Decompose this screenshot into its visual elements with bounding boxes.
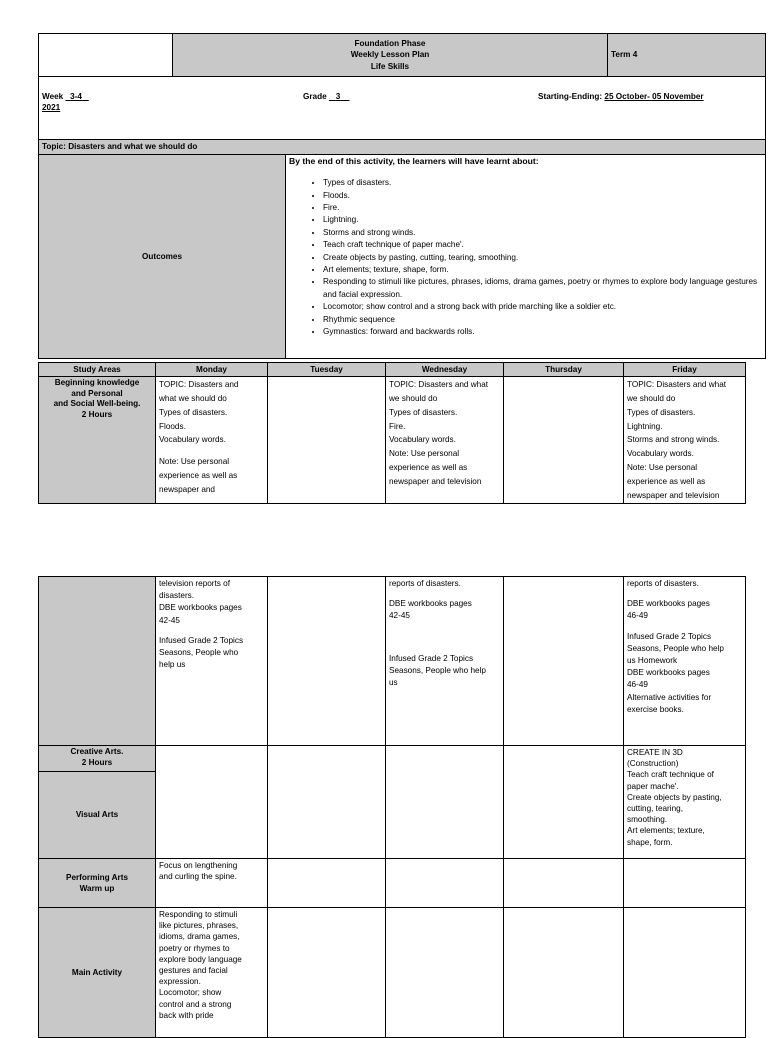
outcome-item: • Gymnastics: forward and backwards rolls. (323, 326, 762, 338)
study-area-creative-arts: Creative Arts. 2 Hours (39, 746, 156, 772)
week-value: 3-4 (70, 92, 82, 101)
study-area-performing-arts: Performing Arts Warm up (39, 859, 156, 908)
visual-thursday-cell (504, 746, 624, 859)
outcome-item: • Storms and strong winds. (323, 227, 762, 239)
bk-monday-continued: television reports of disasters. DBE workbooks pages 42-45 Infused Grade 2 Topics Seasons, People who help us (156, 577, 268, 746)
col-header-study-areas: Study Areas (39, 363, 156, 377)
perf-thursday-cell (504, 859, 624, 908)
bk-monday-cell: TOPIC: Disasters and what we should do Types of disasters. Floods. Vocabulary words. Note: Use personal experience as well as newspaper and (156, 377, 268, 504)
col-header-friday: Friday (624, 363, 746, 377)
grade-value: 3 (335, 92, 341, 101)
outcome-item: • Types of disasters. (323, 177, 762, 189)
outcome-item: • Responding to stimuli like pictures, phrases, idioms, drama games, poetry or rhymes to explore body language gestures and facial expression. (323, 276, 762, 301)
bk-thursday-continued (504, 577, 624, 746)
bk-friday-continued: reports of disasters. DBE workbooks pages 46-49 Infused Grade 2 Topics Seasons, People who help us Homework DBE workbooks pages 46-49 Alternative activities for exercise books. (624, 577, 746, 746)
dates-value: 25 October- 05 November (604, 92, 704, 101)
visual-tuesday-cell (268, 746, 386, 859)
outcomes-intro: By the end of this activity, the learners will have learnt about: (289, 156, 539, 166)
week-info-row: Week 3-4 2021 Grade 3 Starting-Ending: 25 October- 05 November (39, 77, 766, 140)
outcome-item: • Lightning. (323, 214, 762, 226)
bk-wednesday-continued: reports of disasters. DBE workbooks pages 42-45 Infused Grade 2 Topics Seasons, People who help us (386, 577, 504, 746)
col-header-tuesday: Tuesday (268, 363, 386, 377)
week-year: 2021 (42, 103, 61, 112)
outcome-item: • Floods. (323, 190, 762, 202)
col-header-thursday: Thursday (504, 363, 624, 377)
schedule-page-1 (38, 362, 746, 504)
outcomes-content (286, 155, 766, 359)
study-area-main-activity: Main Activity (39, 908, 156, 1038)
study-area-beginning-knowledge: Beginning knowledge and Personal and Social Well-being. 2 Hours (39, 377, 156, 504)
bk-thursday-cell (504, 377, 624, 504)
perf-monday-cell: Focus on lengthening and curling the spine. (156, 859, 268, 908)
outcome-item: • Rhythmic sequence (323, 314, 762, 326)
header-blank-cell (39, 34, 173, 77)
bk-tuesday-continued (268, 577, 386, 746)
main-thursday-cell (504, 908, 624, 1038)
bk-wednesday-cell: TOPIC: Disasters and what we should do Types of disasters. Fire. Vocabulary words. Note: Use personal experience as well as newspaper and television (386, 377, 504, 504)
header-title: Foundation Phase Weekly Lesson Plan Life Skills (173, 34, 608, 77)
col-header-monday: Monday (156, 363, 268, 377)
outcome-item: • Locomotor; show control and a strong back with pride marching like a soldier etc. (323, 301, 762, 313)
perf-tuesday-cell (268, 859, 386, 908)
bk-continued-label (39, 577, 156, 746)
term-label: Term 4 (608, 34, 766, 77)
visual-friday-cell: CREATE IN 3D (Construction) Teach craft technique of paper mache'. Create objects by pasting, cutting, tearing, smoothing. Art elements; texture, shape, form. (624, 746, 746, 859)
study-area-visual-arts: Visual Arts (39, 772, 156, 859)
outcomes-list (289, 177, 762, 338)
perf-friday-cell (624, 859, 746, 908)
main-friday-cell (624, 908, 746, 1038)
lesson-plan-page-1 (38, 33, 766, 359)
main-tuesday-cell (268, 908, 386, 1038)
outcome-item: • Teach craft technique of paper mache'. (323, 239, 762, 251)
outcome-item: • Fire. (323, 202, 762, 214)
main-monday-cell: Responding to stimuli like pictures, phrases, idioms, drama games, poetry or rhymes to explore body language gestures and facial expression. Locomotor; show control and a strong back with pride (156, 908, 268, 1038)
main-wednesday-cell (386, 908, 504, 1038)
outcomes-label: Outcomes (39, 155, 286, 359)
outcome-item: • Art elements; texture, shape, form. (323, 264, 762, 276)
bk-tuesday-cell (268, 377, 386, 504)
schedule-page-2 (38, 576, 746, 1038)
visual-monday-cell (156, 746, 268, 859)
perf-wednesday-cell (386, 859, 504, 908)
visual-wednesday-cell (386, 746, 504, 859)
bk-friday-cell: TOPIC: Disasters and what we should do Types of disasters. Lightning. Storms and strong winds. Vocabulary words. Note: Use personal experience as well as newspaper and television (624, 377, 746, 504)
topic-row: Topic: Disasters and what we should do (39, 140, 766, 155)
outcome-item: • Create objects by pasting, cutting, tearing, smoothing. (323, 252, 762, 264)
col-header-wednesday: Wednesday (386, 363, 504, 377)
